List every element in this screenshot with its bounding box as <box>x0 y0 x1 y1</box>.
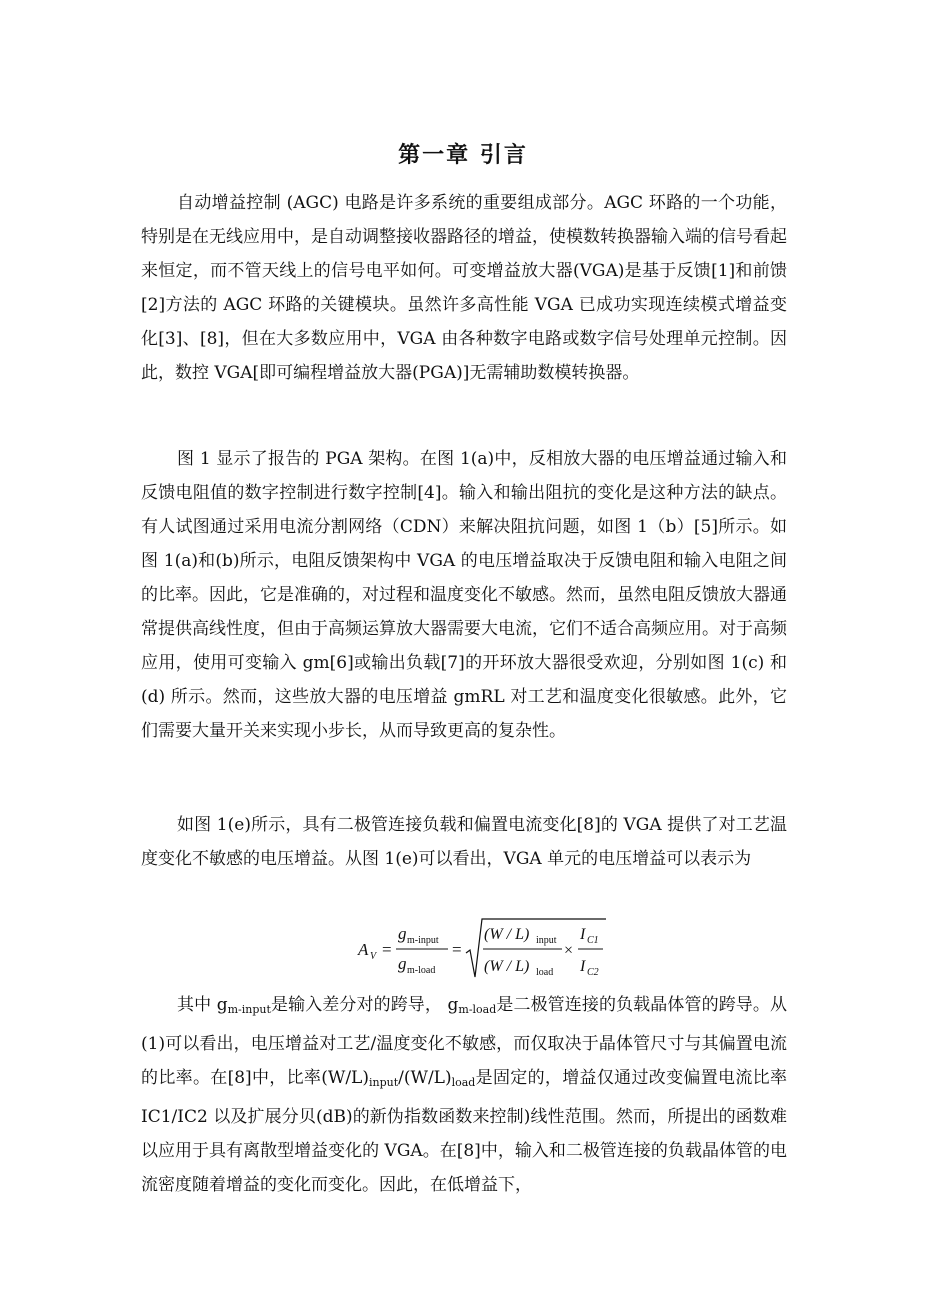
formula-times: × <box>564 942 574 959</box>
paragraph-4-sub-1: m-input <box>227 1003 271 1016</box>
formula-ic-num: I <box>580 926 586 943</box>
paragraph-4-sub-3: input <box>368 1076 399 1089</box>
formula-den-sub: m-load <box>407 965 436 976</box>
paragraph-4-part-4: /(W/L) <box>398 1068 452 1088</box>
paragraph-4-sub-4: load <box>451 1076 476 1089</box>
formula-ic-den: I <box>580 958 586 975</box>
formula-num-sub: m-input <box>407 935 439 946</box>
paragraph-4-sub-2: m-load <box>458 1003 497 1016</box>
paragraph-2: 图 1 显示了报告的 PGA 架构。在图 1(a)中，反相放大器的电压增益通过输入和反馈电阻值的数字控制进行数字控制[4]。输入和输出阻抗的变化是这种方法的缺点。有人试图通过采用电流分割网络（CDN）来解决阻抗问题，如图 1（b）[5]所示。如图 1(a)和(b)所示，电阻反馈架构中 VGA 的电压增益取决于反馈电阻和输入电阻之间的比率。因此，它是准确的，对过程和温度变化不敏感。然而，虽然电阻反馈放大器通常提供高线性度，但由于高频运算放大器需要大电流，它们不适合高频应用。对于高频应用，使用可变输入 gm[6]或输出负载[7]的开环放大器很受欢迎，分别如图 1(c) 和 (d) 所示。然而，这些放大器的电压增益 gmRL 对工艺和温度变化很敏感。此外，它们需要大量开关来实现小步长，从而导致更高的复杂性。 <box>141 449 787 741</box>
formula-equals-2: = <box>452 940 462 959</box>
formula-num-g: g <box>398 924 407 943</box>
gain-formula <box>356 915 616 981</box>
formula-lhs: A <box>358 940 369 959</box>
formula-sqrt-num: (W / L) <box>484 926 530 943</box>
paragraph-4-part-3: 是二极管连接的负载晶体管的跨导。从(1)可以看出，电压增益对工艺/温度变化不敏感，而仅取决于晶体管尺寸与其偏置电流的比率。在[8]中，比率(W/L) <box>141 995 787 1088</box>
chapter-title: 第一章 引言 <box>398 143 528 168</box>
formula-sqrt-den-sub: load <box>536 967 554 978</box>
paragraph-4-part-1: 其中 g <box>177 995 228 1015</box>
paragraph-4-part-2: 是输入差分对的跨导， g <box>270 995 459 1015</box>
formula-equals-1: = <box>382 940 392 959</box>
formula-den-g: g <box>398 954 407 973</box>
formula-ic-den-sub: C2 <box>587 967 599 978</box>
paragraph-1: 自动增益控制 (AGC) 电路是许多系统的重要组成部分。AGC 环路的一个功能，特别是在无线应用中，是自动调整接收器路径的增益，使模数转换器输入端的信号看起来恒定，而不管天线上的信号电平如何。可变增益放大器(VGA)是基于反馈[1]和前馈[2]方法的 AGC 环路的关键模块。虽然许多高性能 VGA 已成功实现连续模式增益变化[3]、[8]，但在大多数应用中，VGA 由各种数字电路或数字信号处理单元控制。因此，数控 VGA[即可编程增益放大器(PGA)]无需辅助数模转换器。 <box>141 193 787 383</box>
formula-lhs-sub: V <box>370 951 377 962</box>
formula-sqrt-num-sub: input <box>536 935 557 946</box>
formula-sqrt-den: (W / L) <box>484 958 530 975</box>
paragraph-3: 如图 1(e)所示，具有二极管连接负载和偏置电流变化[8]的 VGA 提供了对工艺温度变化不敏感的电压增益。从图 1(e)可以看出，VGA 单元的电压增益可以表示为 <box>141 815 787 869</box>
formula-ic-num-sub: C1 <box>587 935 599 946</box>
paragraph-4-part-5: 是固定的，增益仅通过改变偏置电流比率 IC1/IC2 以及扩展分贝(dB)的新伪指数函数来控制)线性范围。然而，所提出的函数难以应用于具有离散型增益变化的 VGA。在[8]中，输入和二极管连接的负载晶体管的电流密度随着增益的变化而变化。因此，在低增益下， <box>141 1068 787 1195</box>
paragraph-4 <box>141 988 787 1202</box>
